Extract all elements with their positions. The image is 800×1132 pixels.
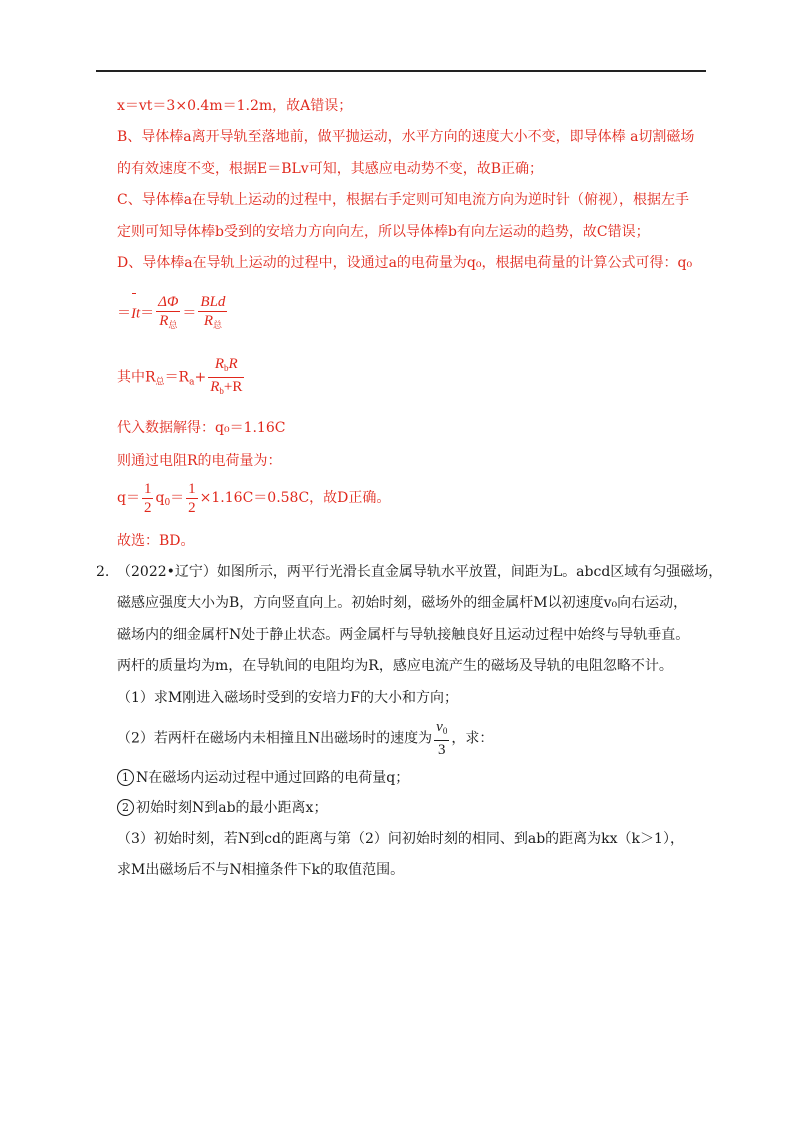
resistance-symbol: R [159,313,169,329]
question-1: （1）求M刚进入磁场时受到的安培力F的大小和方向； [117,690,458,706]
formula-total-resistance [117,355,246,403]
solution-d-line1: D、导体棒a在导轨上运动的过程中，设通过a的电荷量为q₀，根据电荷量的计算公式可得：q₀ [117,255,693,271]
circled-number-one: 1 [117,769,134,786]
subscript: 总 [168,320,178,330]
question-2 [117,718,493,759]
fraction-numerator [434,718,449,741]
equals-sign: ＝ [117,305,131,322]
equals-sign: ＝ [140,305,155,322]
fraction-numerator: BLd [200,294,226,310]
sub-question-2 [117,798,327,818]
charge-through-r-line: 则通过电阻R的电荷量为： [117,453,282,469]
formula-text: 其中R [117,369,156,386]
fraction-parallel [208,355,244,400]
fraction-denominator: 2 [143,499,152,516]
fraction-half [186,480,198,517]
subscript: 0 [442,726,448,736]
resistance-symbol: R [203,313,213,329]
fraction-flux [156,293,180,334]
question-3-line1: （3）初始时刻，若N到cd的距离与第（2）问初始时刻的相同、到ab的距离为kx（k＞1）， [117,831,684,847]
fraction-denominator [198,312,227,334]
question-3-line2: 求M出磁场后不与N相撞条件下k的取值范围。 [117,862,405,878]
fraction-denominator [208,378,244,400]
problem-line-4: 两杆的质量均为m，在导轨间的电阻均为R，感应电流产生的磁场及导轨的电阻忽略不计。 [117,658,673,674]
formula-charge-r [117,478,390,523]
mean-current: I [131,294,136,334]
question-text: （2）若两杆在磁场内未相撞且N出磁场时的速度为 [117,730,433,747]
time-symbol: t [136,305,141,322]
fraction-denominator [156,312,180,334]
question-text: ，求： [451,730,494,747]
problem-number: 2. [96,564,110,580]
fraction-denominator: 2 [188,499,196,516]
sub-question-text: N在磁场内运动过程中通过回路的电荷量q； [136,770,410,786]
subscript: b [224,363,229,373]
fraction-bld [198,293,227,334]
plus-sign: + [194,369,207,386]
subscript: b [219,386,224,396]
answer-line: 故选：BD。 [117,533,195,549]
solution-b-line1: B、导体棒a离开导轨至落地前，做平抛运动，水平方向的速度大小不变，即导体棒 a切割磁场 [117,129,695,145]
formula-text: +R [223,379,243,395]
sub-question-text: 初始时刻N到ab的最小距离x； [136,800,328,816]
equals-sign: ＝ [182,305,197,322]
header-rule [96,70,706,72]
problem-intro: （2022•辽宁）如图所示，两平行光滑长直金属导轨水平放置，间距为L。abcd区域有匀强磁场， [117,564,723,580]
formula-text: ×1.16C＝0.58C，故D正确。 [199,490,391,506]
subscript: 总 [155,377,165,388]
velocity-symbol: v [436,719,443,735]
fraction-denominator: 3 [437,742,446,758]
resistance-symbol: R [214,356,225,372]
fraction-half [142,480,154,517]
circled-number-two: 2 [117,799,134,816]
subscript: 0 [164,498,171,508]
fraction-numerator: ΔΦ [158,294,179,310]
solution-line-a: x＝vt＝3×0.4m＝1.2m，故A错误； [117,98,353,114]
substitution-line: 代入数据解得：q₀＝1.16C [117,420,286,436]
solution-c-line1: C、导体棒a在导轨上运动的过程中，根据右手定则可知电流方向为逆时针（俯视），根据左手 [117,192,690,208]
sub-question-1 [117,768,409,788]
fraction-numerator: 1 [188,480,196,497]
fraction-numerator [208,355,244,378]
formula-text: q [155,490,165,506]
problem-line-3: 磁场内的细金属杆N处于静止状态。两金属杆与导轨接触良好且运动过程中始终与导轨垂直。 [117,627,690,643]
fraction-numerator: 1 [143,480,152,497]
resistance-symbol: R [228,356,238,372]
formula-text: ＝R [164,369,190,386]
fraction-v0-over-3 [434,718,449,759]
formula-charge [117,293,229,334]
problem-line-2: 磁感应强度大小为B，方向竖直向上。初始时刻，磁场外的细金属杆M以初速度v₀向右运动， [117,595,688,611]
solution-b-line2: 的有效速度不变，根据E＝BLv可知，其感应电动势不变，故B正确； [117,161,544,177]
solution-c-line2: 定则可知导体棒b受到的安培力方向向左，所以导体棒b有向左运动的趋势，故C错误； [117,224,650,240]
subscript: 总 [212,320,222,330]
resistance-symbol: R [210,379,220,395]
subscript: a [189,377,195,388]
equals-sign: ＝ [170,490,185,506]
formula-text: q＝ [117,490,140,506]
